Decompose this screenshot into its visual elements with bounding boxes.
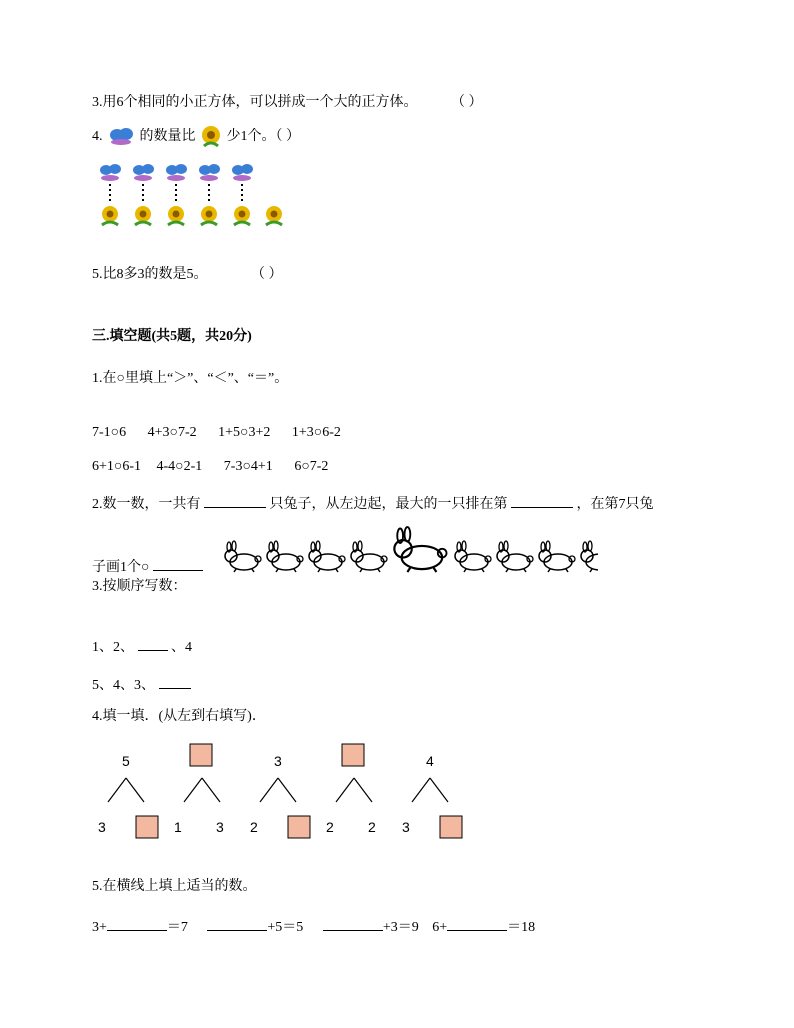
equation-2: +5＝5 bbox=[207, 920, 303, 935]
equation-4: 6+ ＝18 bbox=[432, 920, 535, 935]
number-bond-row bbox=[92, 740, 472, 842]
flower-icon bbox=[199, 124, 223, 150]
rabbit-icon bbox=[539, 541, 575, 572]
fill3-title: 3.按顺序写数： bbox=[92, 579, 187, 594]
sequence-blank[interactable] bbox=[159, 674, 191, 689]
fill3-row1: 1、2、 、4 bbox=[92, 636, 192, 657]
flower-row bbox=[102, 206, 282, 225]
rabbit-count-blank[interactable] bbox=[204, 493, 266, 508]
fill2-line1: 2.数一数，一共有 只兔子，从左边起，最大的一只排在第 ，在第7只兔 bbox=[92, 493, 654, 514]
answer-box[interactable] bbox=[342, 744, 364, 766]
bond-top-number: 4 bbox=[426, 753, 434, 769]
q4-count-statement: 4. 的数量比 少1个。（ ） bbox=[92, 124, 300, 150]
bond-left-number: 1 bbox=[174, 819, 182, 835]
bond-right-number: 3 bbox=[216, 819, 224, 835]
rabbit-icon bbox=[581, 541, 598, 572]
bond-left-number: 2 bbox=[250, 819, 258, 835]
circle-answer-blank[interactable] bbox=[153, 556, 203, 571]
rabbit-icon bbox=[225, 541, 261, 572]
rabbit-icon bbox=[351, 541, 387, 572]
number-bond-tree bbox=[174, 744, 224, 835]
answer-box[interactable] bbox=[190, 744, 212, 766]
answer-paren[interactable]: （ ） bbox=[451, 95, 483, 110]
q5-more-statement: 5.比8多3的数是5。 （ ） bbox=[92, 267, 283, 282]
answer-paren[interactable]: （ ） bbox=[251, 267, 283, 282]
large-rabbit-icon bbox=[394, 527, 446, 572]
equation-3: +3＝9 bbox=[323, 920, 419, 935]
sequence-blank[interactable] bbox=[138, 636, 168, 651]
butterfly-icon bbox=[106, 126, 136, 148]
number-bond-tree bbox=[402, 753, 462, 838]
butterfly-flower-picture bbox=[96, 160, 296, 232]
fill3-row2: 5、4、3、 bbox=[92, 674, 191, 695]
fill1-row1: 7-1○6 4+3○7-2 1+5○3+2 1+3○6-2 bbox=[92, 425, 341, 440]
largest-rabbit-position-blank[interactable] bbox=[511, 493, 573, 508]
rabbit-icon bbox=[267, 541, 303, 572]
answer-box[interactable] bbox=[136, 816, 158, 838]
fill2-line2: 子画1个○ bbox=[92, 556, 203, 577]
equation-1: 3+ ＝7 bbox=[92, 920, 188, 935]
number-bond-tree bbox=[326, 744, 376, 835]
bond-left-number: 3 bbox=[98, 819, 106, 835]
butterfly-row bbox=[100, 164, 253, 181]
fill5-title: 5.在横线上填上适当的数。 bbox=[92, 879, 257, 894]
rabbit-row bbox=[222, 512, 598, 574]
bond-top-number: 5 bbox=[122, 753, 130, 769]
bond-top-number: 3 bbox=[274, 753, 282, 769]
rabbit-icon bbox=[309, 541, 345, 572]
rabbit-icon bbox=[497, 541, 533, 572]
rabbit-icon bbox=[455, 541, 491, 572]
fill4-title: 4.填一填．(从左到右填写)． bbox=[92, 709, 266, 724]
fill1-row2: 6+1○6-1 4-4○2-1 7-3○4+1 6○7-2 bbox=[92, 459, 329, 474]
bond-right-number: 2 bbox=[368, 819, 376, 835]
fill1-instruction: 1.在○里填上“＞”、“＜”、“＝”。 bbox=[92, 371, 289, 386]
q3-cube-statement: 3.用6个相同的小正方体，可以拼成一个大的正方体。 （ ） bbox=[92, 95, 483, 110]
bond-left-number: 2 bbox=[326, 819, 334, 835]
fill5-equations bbox=[92, 916, 535, 937]
answer-box[interactable] bbox=[288, 816, 310, 838]
number-bond-tree bbox=[250, 753, 310, 838]
section-title: 三.填空题(共5题，共20分) bbox=[92, 329, 252, 344]
number-bond-tree bbox=[98, 753, 158, 838]
bond-left-number: 3 bbox=[402, 819, 410, 835]
dotted-connectors bbox=[110, 184, 242, 204]
answer-box[interactable] bbox=[440, 816, 462, 838]
